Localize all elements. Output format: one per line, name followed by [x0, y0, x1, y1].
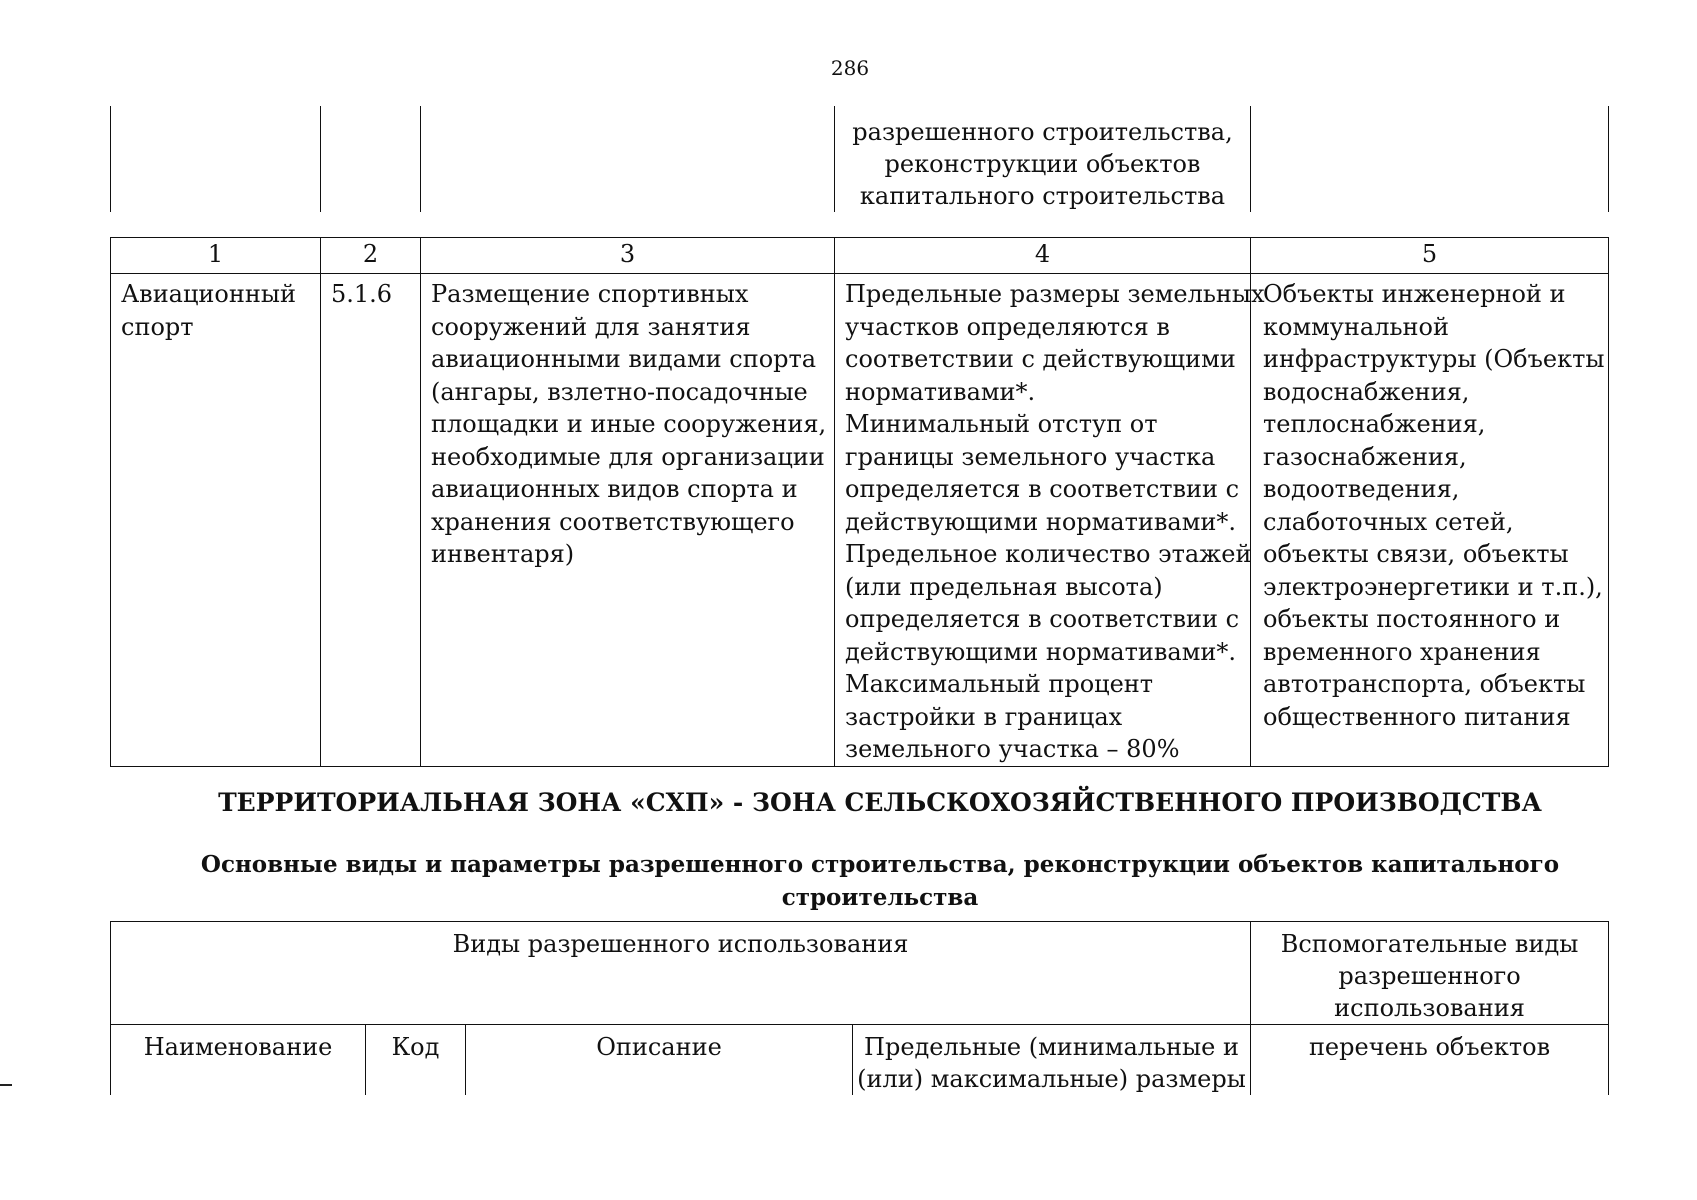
text-line: спорт — [121, 312, 194, 341]
text-line: действующими нормативами*. — [845, 637, 1236, 666]
text-line: теплоснабжения, — [1263, 410, 1486, 438]
text-line: определяется в соответствии с — [845, 605, 1240, 633]
text-line: Предельные (минимальные и — [864, 1033, 1239, 1061]
header-main-cell — [111, 922, 1251, 1025]
use-auxiliary-cell — [1251, 274, 1609, 767]
text-line: водоотведения, — [1263, 475, 1460, 503]
text-line: определяется в соответствии с — [845, 475, 1240, 503]
sub-description: Описание — [596, 1033, 722, 1061]
scan-edge-mark — [0, 1084, 12, 1086]
text-line: (или предельная высота) — [845, 572, 1163, 601]
header-main: Виды разрешенного использования — [452, 930, 909, 958]
use-description-cell — [421, 274, 835, 767]
text-line: хранения соответствующего — [431, 507, 795, 536]
column-number: 2 — [321, 238, 421, 274]
text-line: инвентаря) — [431, 540, 575, 568]
text-line: водоснабжения, — [1263, 377, 1470, 406]
text-line: Размещение спортивных — [431, 280, 749, 308]
column-number: 4 — [835, 238, 1251, 274]
table-row — [111, 274, 1609, 767]
use-code-cell — [321, 274, 421, 767]
cont-cell-auxiliary — [1251, 106, 1609, 212]
cont-line: реконструкции объектов — [884, 150, 1201, 178]
use-name — [111, 274, 320, 343]
cont-line: разрешенного строительства, — [852, 118, 1233, 146]
sub-name: Наименование — [143, 1033, 333, 1061]
column-number: 1 — [111, 238, 321, 274]
text-line: Авиационный — [121, 280, 296, 308]
sub-name-cell — [111, 1025, 366, 1096]
text-line: участков определяются в — [845, 312, 1170, 341]
text-line: Максимальный процент — [845, 670, 1154, 698]
use-description — [421, 274, 834, 571]
cont-cell-parameters — [835, 106, 1251, 212]
text-line: Объекты инженерной и — [1263, 280, 1566, 308]
sub-description-cell — [466, 1025, 853, 1096]
text-line: (или) максимальные) размеры — [857, 1065, 1246, 1093]
text-line: разрешенного — [1338, 962, 1521, 990]
text-line: земельного участка – 80% — [845, 735, 1180, 763]
zone-title: ТЕРРИТОРИАЛЬНАЯ ЗОНА «СХП» - ЗОНА СЕЛЬСКОХОЗЯЙСТВЕННОГО ПРОИЗВОДСТВА — [218, 788, 1542, 817]
use-name-cell — [111, 274, 321, 767]
text-line: (ангары, взлетно-посадочные — [431, 377, 808, 406]
text-line: Предельные размеры земельных — [845, 280, 1265, 308]
text-line: границы земельного участка — [845, 442, 1216, 471]
text-line: инфраструктуры (Объекты — [1263, 345, 1605, 373]
text-line: коммунальной — [1263, 312, 1449, 341]
text-line: Вспомогательные виды — [1280, 930, 1579, 958]
continuation-table — [110, 106, 1609, 212]
column-number-row — [111, 238, 1609, 274]
header-aux-cell — [1251, 922, 1609, 1025]
sub-code-cell — [366, 1025, 466, 1096]
cont-cell-name — [111, 106, 321, 212]
text-line: автотранспорта, объекты — [1263, 670, 1586, 698]
cont-line: капитального строительства — [859, 182, 1226, 210]
text-line: нормативами*. — [845, 377, 1036, 406]
cont-cell-code — [321, 106, 421, 212]
cont-parameters-text — [835, 106, 1250, 212]
header-aux — [1251, 922, 1608, 1024]
column-number: 5 — [1251, 238, 1609, 274]
text-line: слаботочных сетей, — [1263, 507, 1514, 536]
column-number: 3 — [421, 238, 835, 274]
cont-cell-description — [421, 106, 835, 212]
text-line: временного хранения — [1263, 637, 1541, 666]
sub-parameters-cell — [853, 1025, 1251, 1096]
text-line: Минимальный отступ от — [845, 410, 1158, 438]
text-line: соответствии с действующими — [845, 345, 1236, 373]
text-line: использования — [1334, 994, 1525, 1022]
section-title-line: строительства — [781, 884, 979, 911]
text-line: авиационных видов спорта и — [431, 475, 798, 503]
text-line: площадки и иные сооружения, — [431, 410, 827, 438]
header-row — [111, 922, 1609, 1025]
text-line: общественного питания — [1263, 702, 1571, 731]
zone-uses-table-header — [110, 921, 1609, 1095]
text-line: объекты связи, объекты — [1263, 540, 1569, 568]
sub-aux: перечень объектов — [1308, 1033, 1551, 1061]
uses-table — [110, 237, 1609, 767]
use-parameters — [835, 274, 1265, 766]
text-line: Предельное количество этажей — [845, 540, 1252, 568]
use-code: 5.1.6 — [331, 280, 393, 308]
use-parameters-cell — [835, 274, 1265, 767]
sub-parameters — [853, 1025, 1250, 1095]
text-line: авиационными видами спорта — [431, 345, 817, 373]
sub-code: Код — [391, 1033, 440, 1061]
text-line: газоснабжения, — [1263, 442, 1467, 471]
text-line: действующими нормативами*. — [845, 507, 1236, 536]
subheader-row — [111, 1025, 1609, 1096]
text-line: необходимые для организации — [431, 442, 825, 471]
sub-aux-cell — [1251, 1025, 1609, 1096]
section-title-line: Основные виды и параметры разрешенного строительства, реконструкции объектов капитального — [200, 851, 1560, 878]
text-line: сооружений для занятия — [431, 312, 751, 341]
section-title — [110, 848, 1650, 914]
page-number: 286 — [830, 56, 870, 80]
text-line: объекты постоянного и — [1263, 605, 1561, 633]
text-line: застройки в границах — [845, 702, 1123, 731]
use-auxiliary — [1251, 274, 1608, 733]
text-line: электроэнергетики и т.п.), — [1263, 572, 1603, 601]
